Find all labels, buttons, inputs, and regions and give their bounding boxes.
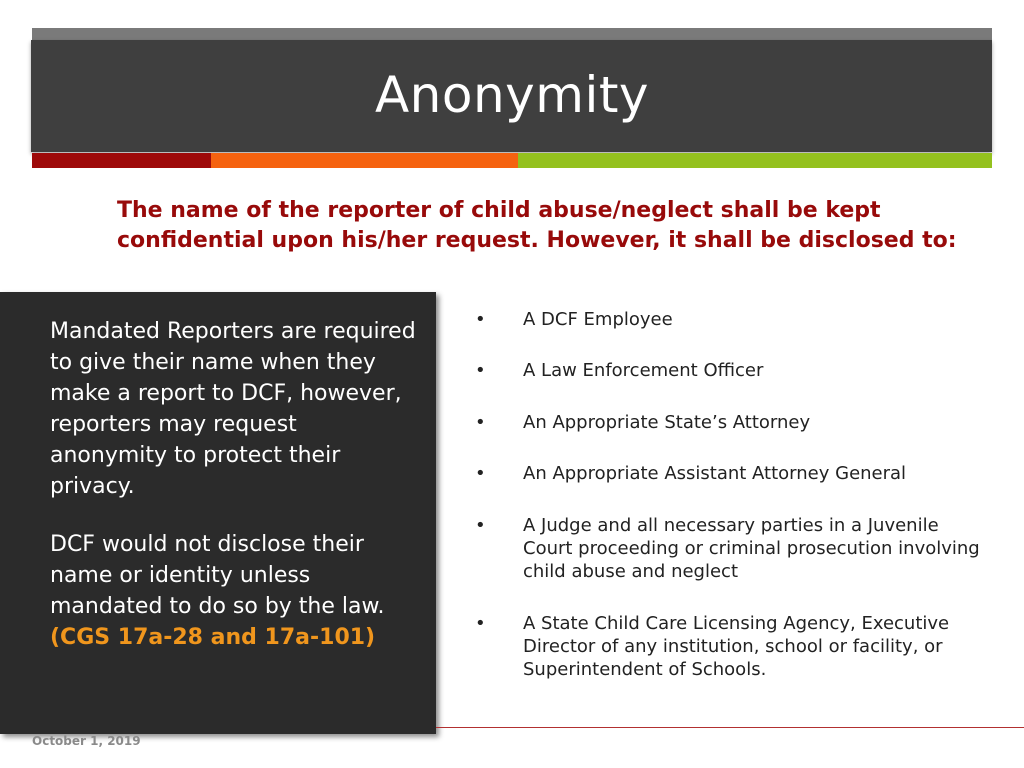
list-item-text: A DCF Employee xyxy=(523,309,673,330)
accent-bar-orange xyxy=(211,153,518,168)
panel-paragraph-1: Mandated Reporters are required to give their name when they make a report to DCF, however, reporters may request anonymity to protect their privacy. xyxy=(50,319,416,499)
bullet-icon: • xyxy=(475,309,486,330)
bullet-icon: • xyxy=(475,613,486,634)
bullet-icon: • xyxy=(475,412,486,433)
intro-line-2: confidential upon his/her request. However, it shall be disclosed to: xyxy=(117,228,957,253)
footer-date: October 1, 2019 xyxy=(32,734,141,748)
bullet-icon: • xyxy=(475,463,486,484)
statute-citation: (CGS 17a-28 and 17a-101) xyxy=(50,625,376,650)
panel-paragraph-2 xyxy=(50,529,420,653)
list-item-text: A State Child Care Licensing Agency, Executive Director of any institution, school or facility, or Superintendent of Schools. xyxy=(523,613,950,680)
accent-bar-red xyxy=(32,153,211,168)
panel-paragraph-2-text: DCF would not disclose their name or identity unless mandated to do so by the law. xyxy=(50,532,385,619)
intro-text xyxy=(117,196,977,256)
list-item-text: An Appropriate State’s Attorney xyxy=(523,412,811,433)
title-top-strip xyxy=(32,28,992,40)
list-item-text: An Appropriate Assistant Attorney General xyxy=(523,463,907,484)
bullet-icon: • xyxy=(475,360,486,381)
list-item-text: A Judge and all necessary parties in a Juvenile Court proceeding or criminal prosecution involving child abuse and neglect xyxy=(523,515,980,582)
intro-line-1: The name of the reporter of child abuse/neglect shall be kept xyxy=(117,198,881,223)
accent-bar-green xyxy=(518,153,992,168)
bullet-icon: • xyxy=(475,515,486,536)
footer-divider xyxy=(436,727,1024,728)
list-item-text: A Law Enforcement Officer xyxy=(523,360,764,381)
slide-title: Anonymity xyxy=(374,66,650,124)
